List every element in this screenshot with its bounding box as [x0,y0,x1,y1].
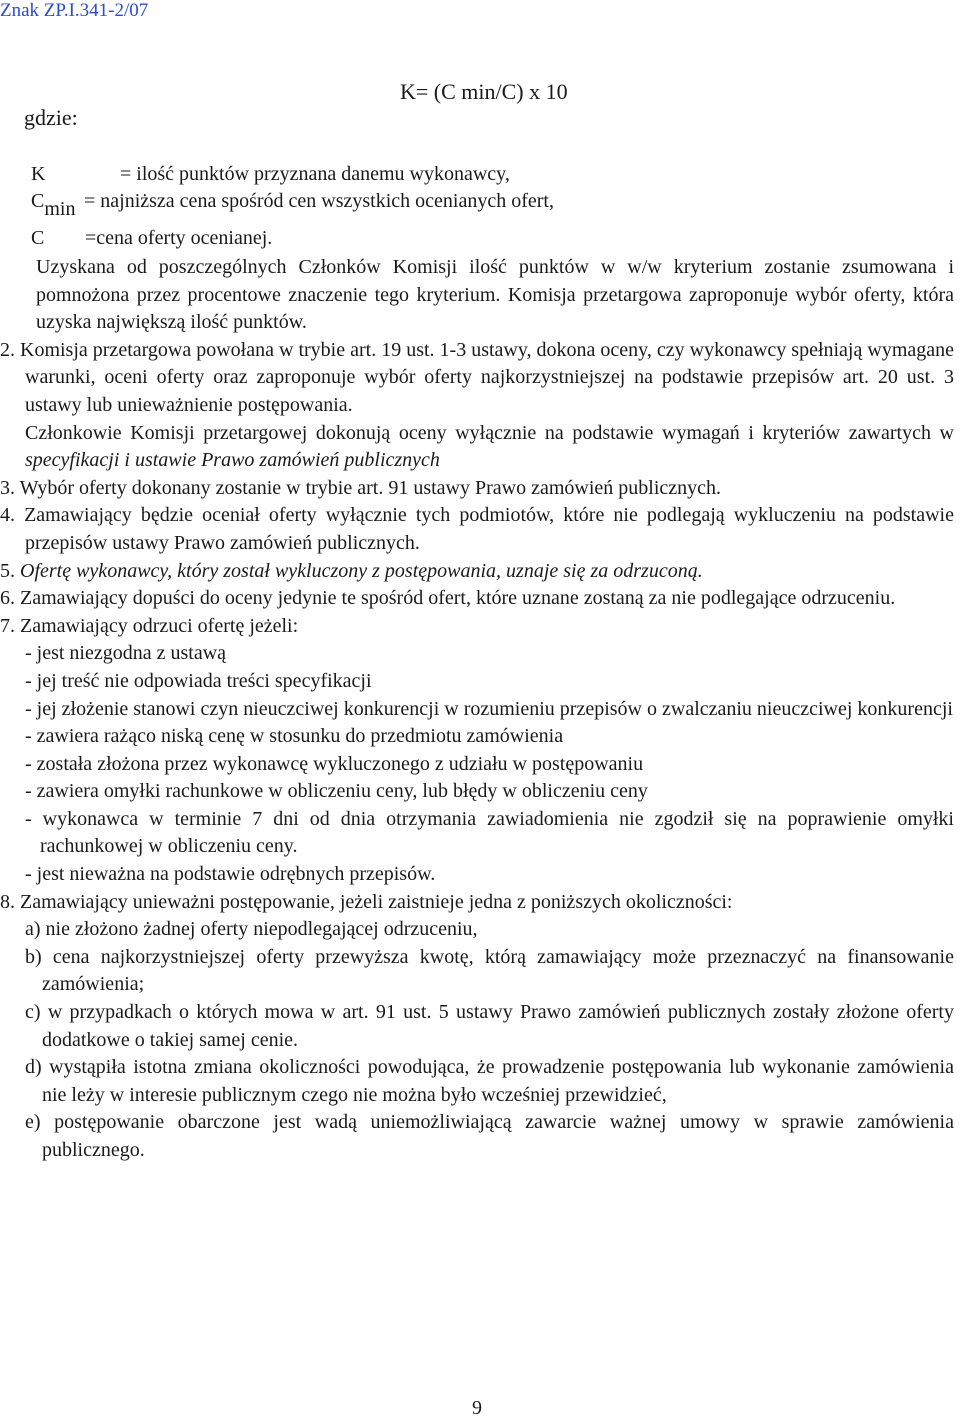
rejection-item: - jest nieważna na podstawie odrębnych przepisów. [25,863,436,886]
rejection-item: - zawiera rażąco niską cenę w stosunku do przedmiotu zamówienia [25,725,564,748]
definition-symbol [31,190,76,220]
definition-text: = najniższa cena spośród cen wszystkich ocenianych ofert, [84,190,554,212]
paragraph-5-italic: Ofertę wykonawcy, który został wykluczony z postępowania, uznaje się za odrzuconą. [20,559,703,582]
paragraph-2-members-text: Członkowie Komisji przetargowej dokonują oceny wyłącznie na podstawie wymagań i kryteriów zawartych w [25,421,954,444]
cancellation-item: d) wystąpiła istotna zmiana okoliczności powodująca, że prowadzenie postępowania lub wykonanie zamówienia nie leży w interesie publicznym czego nie można było wcześniej przewidzieć, [25,1056,954,1106]
paragraph-2-members-italic: specyfikacji i ustawie Prawo zamówień publicznych [25,449,440,472]
paragraph-4: 4. Zamawiający będzie oceniał oferty wyłącznie tych podmiotów, które nie podlegają wykluczeniu na podstawie przepisów ustawy Prawo zamówień publicznych. [0,504,954,554]
rejection-item: - jej złożenie stanowi czyn nieuczciwej konkurencji w rozumieniu przepisów o zwalczaniu nieuczciwej konkurencji [25,697,953,720]
definition-text: = ilość punktów przyznana danemu wykonawcy, [120,163,510,185]
rejection-item: - jest niezgodna z ustawą [25,642,227,665]
page-number: 9 [472,1397,482,1419]
rejection-item: - jej treść nie odpowiada treści specyfikacji [25,669,372,692]
definition-symbol: C [31,227,45,249]
paragraph-5-number: 5. [0,559,20,582]
paragraph-7: 7. Zamawiający odrzuci ofertę jeżeli: [0,614,299,637]
rejection-item: - zawiera omyłki rachunkowe w obliczeniu ceny, lub błędy w obliczeniu ceny [25,780,648,803]
paragraph-8: 8. Zamawiający unieważni postępowanie, jeżeli zaistnieje jedna z poniższych okoliczności: [0,890,733,913]
cancellation-item: a) nie złożono żadnej oferty niepodlegającej odrzuceniu, [25,918,478,941]
cancellation-item: e) postępowanie obarczone jest wadą uniemożliwiającą zawarcie ważnej umowy w sprawie zamówienia publicznego. [25,1111,954,1161]
definition-symbol: K [31,163,46,185]
paragraph-scoring-summary: Uzyskana od poszczególnych Członków Komisji ilość punktów w w/w kryterium zostanie zsumowana i pomnożona przez procentowe znaczenie tego kryterium. Komisja przetargowa zaproponuje wybór oferty, która uzyska największą ilość punktów. [36,256,954,334]
rejection-item: - została złożona przez wykonawcę wykluczonego z udziału w postępowaniu [25,752,644,775]
scoring-formula: K= (C min/C) x 10 [400,79,568,104]
document-body [0,254,960,1165]
definition-subscript: min [44,198,76,220]
paragraph-6: 6. Zamawiający dopuści do oceny jedynie te spośród ofert, które uznane zostaną za nie podlegające odrzuceniu. [0,587,896,610]
definition-text: =cena oferty ocenianej. [85,227,273,249]
paragraph-2-members [0,420,960,475]
paragraph-3: 3. Wybór oferty dokonany zostanie w trybie art. 91 ustawy Prawo zamówień publicznych. [0,476,722,499]
paragraph-2: 2. Komisja przetargowa powołana w trybie art. 19 ust. 1-3 ustawy, dokona oceny, czy wykonawcy spełniają wymagane warunki, oceni oferty oraz zaproponuje wybór oferty najkorzystniejszej na podstawie przepisów art. 20 ust. 3 ustawy lub unieważnienie postępowania. [0,338,954,416]
cancellation-item: c) w przypadkach o których mowa w art. 91 ust. 5 ustawy Prawo zamówień publicznych zostały złożone oferty dodatkowe o takiej samej cenie. [25,1001,954,1051]
cancellation-item: b) cena najkorzystniejszej oferty przewyższa kwotę, którą zamawiający może przeznaczyć na finansowanie zamówienia; [25,945,954,996]
definition-symbol-letter: C [31,190,45,212]
rejection-item: - wykonawca w terminie 7 dni od dnia otrzymania zawiadomienia nie zgodził się na poprawienie omyłki rachunkowej w obliczeniu ceny. [25,807,954,858]
document-reference-header: Znak ZP.I.341-2/07 [0,0,149,21]
paragraph-5 [0,558,960,586]
where-label: gdzie: [24,105,78,130]
